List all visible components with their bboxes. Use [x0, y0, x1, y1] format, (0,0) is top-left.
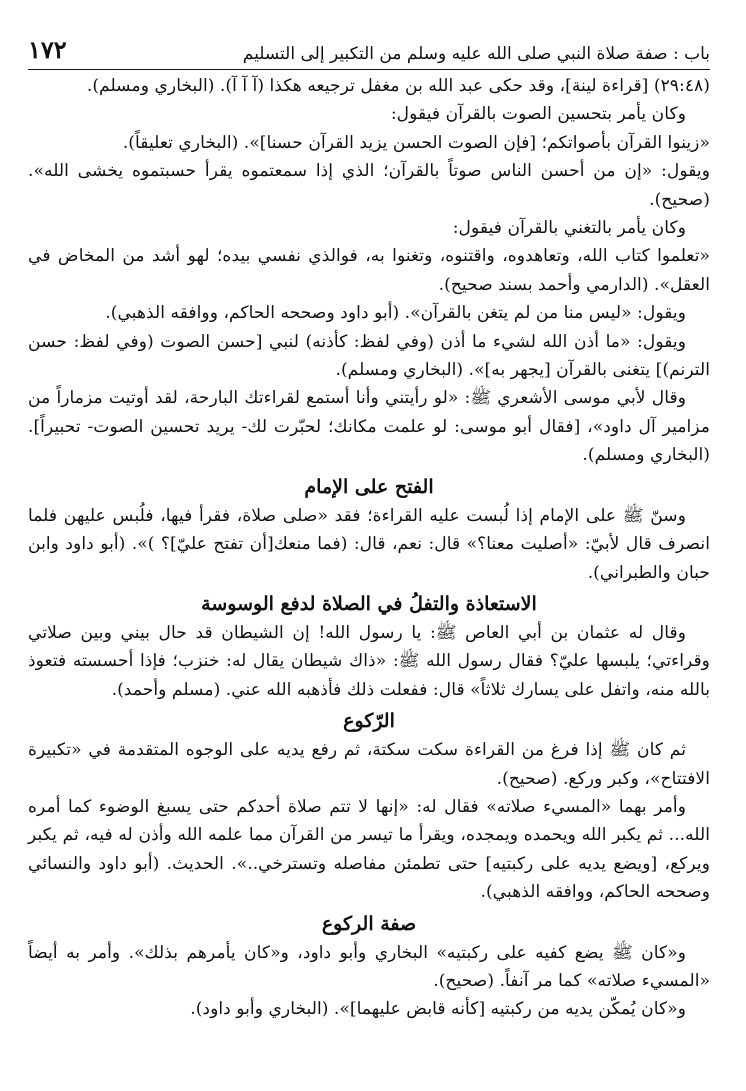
paragraph: ويقول: «ليس منا من لم يتغن بالقرآن». (أبو داود وصححه الحاكم، ووافقه الذهبي).	[105, 303, 686, 324]
section-heading: الرّكوع	[343, 710, 395, 733]
section-heading: الاستعاذة والتفلُ في الصلاة لدفع الوسوسة	[201, 592, 537, 615]
paragraph: ويقول: «ما أذن الله لشيء ما أذن (وفي لفظ: كأذنه) لنبي [حسن الصوت (وفي لفظ: حسن الترنم)] يتغنى بالقرآن [يجهر به]». (البخاري ومسلم).	[28, 331, 710, 381]
page-body	[28, 72, 710, 1024]
paragraph: ويقول: «إن من أحسن الناس صوتاً بالقرآن؛ الذي إذا سمعتموه يقرأ حسبتموه يخشى الله». (صحيح).	[28, 161, 710, 210]
quote-paragraph: «زينوا القرآن بأصواتكم؛ [فإن الصوت الحسن يزيد القرآن حسنا]». (البخاري تعليقاً).	[122, 132, 710, 153]
chapter-title: باب : صفة صلاة النبي صلى الله عليه وسلم من التكبير إلى التسليم	[242, 44, 710, 64]
paragraph: وكان يأمر بتحسين الصوت بالقرآن فيقول:	[390, 104, 686, 125]
paragraph: وقال لأبي موسى الأشعري ﷺ: «لو رأيتني وأنا أستمع لقراءتك البارحة، لقد أوتيت مزماراً من مزامير آل داود»، [فقال أبو موسى: لو علمت مكانك؛ لحبّرت لك- يريد تحسين الصوت- تحبيراً]. (البخاري ومسلم).	[28, 388, 710, 466]
paragraph: وأمر بهما «المسيء صلاته» فقال له: «إنها لا تتم صلاة أحدكم حتى يسبغ الوضوء كما أمره الله... ثم يكبر الله ويحمده ويمجده، ويقرأ ما تيسر من القرآن مما علمه الله وأذن له فيه، ثم يكبر ويركع، [ويضع يديه على ركبتيه] حتى تطمئن مفاصله وتسترخي..». الحديث. (أبو داود والنسائي وصححه الحاكم، ووافقه الذهبي).	[28, 796, 710, 903]
section-heading: الفتح على الإمام	[304, 475, 434, 498]
running-header	[28, 30, 710, 70]
paragraph: و«كان يُمكّن يديه من ركبتيه [كأنه قابض عليهما]». (البخاري وأبو داود).	[190, 999, 686, 1020]
section-heading: صفة الركوع	[321, 912, 417, 935]
quote-paragraph: «تعلموا كتاب الله، وتعاهدوه، واقتنوه، وتغنوا به، فوالذي نفسي بيده؛ لهو أشد من المخاض في العقل». (الدارمي وأحمد بسند صحيح).	[28, 246, 710, 295]
paragraph: (٢٩:٤٨) [قراءة لينة]، وقد حكى عبد الله بن مغفل ترجيعه هكذا (آ آ آ). (البخاري ومسلم).	[86, 76, 710, 96]
paragraph: ثم كان ﷺ إذا فرغ من القراءة سكت سكتة، ثم رفع يديه على الوجوه المتقدمة في «تكبيرة الافتتاح»، وكبر وركع. (صحيح).	[28, 740, 710, 789]
paragraph: وقال له عثمان بن أبي العاص ﷺ: يا رسول الله! إن الشيطان قد حال بيني وبين صلاتي وقراءتي؛ يلبسها عليّ؟ فقال رسول الله ﷺ: «ذاك شيطان يقال له: خنزب؛ فإذا أحسسته فتعوذ بالله منه، واتفل على يسارك ثلاثاً» قال: ففعلت ذلك فأذهبه الله عني. (مسلم وأحمد).	[28, 622, 710, 700]
page-number: ١٧٢	[28, 35, 67, 64]
paragraph: وسنّ ﷺ على الإمام إذا لُبست عليه القراءة؛ فقد «صلى صلاة، فقرأ فيها، فلُبس عليهن فلما انصرف قال لأبيّ: «أصليت معنا؟» قال: نعم، قال: (فما منعك[أن تفتح عليّ]؟ )». (أبو داود وابن حبان والطبراني).	[28, 505, 710, 583]
paragraph: و«كان ﷺ يضع كفيه على ركبتيه» البخاري وأبو داود، و«كان يأمرهم بذلك». وأمر به أيضاً «المسيء صلاته» كما مر آنفاً. (صحيح).	[28, 942, 710, 991]
paragraph: وكان يأمر بالتغني بالقرآن فيقول:	[452, 218, 686, 239]
